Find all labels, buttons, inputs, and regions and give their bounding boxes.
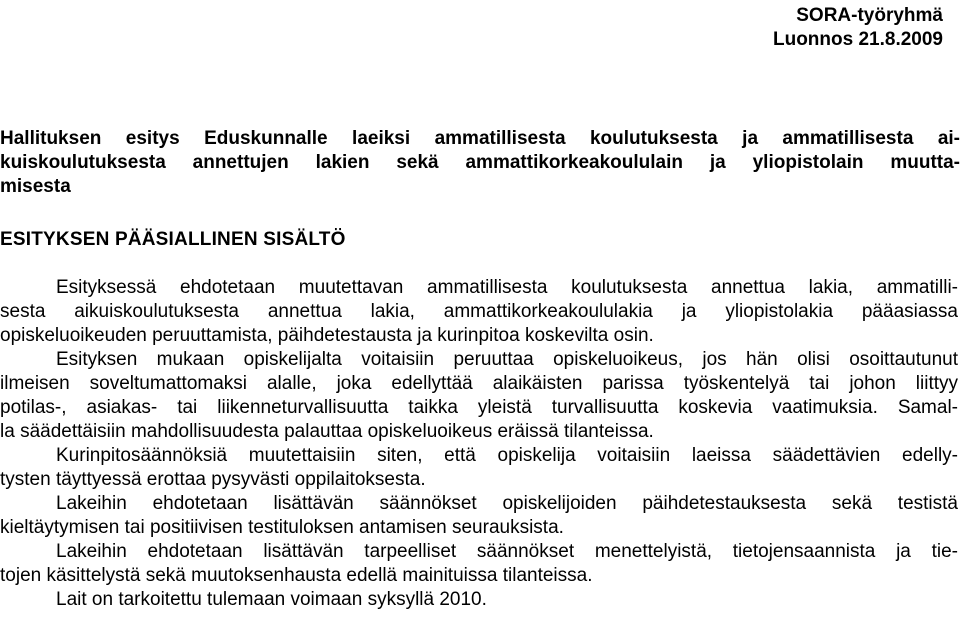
paragraph-line: Esityksen mukaan opiskelijalta voitaisiin peruuttaa opiskeluoikeus, jos hän olisi osoittautunut	[56, 349, 958, 370]
paragraph-line: ilmeisen soveltumattomaksi alalle, joka edellyttää alaikäisten parissa työskentelyä tai johon liittyy	[0, 373, 958, 394]
paragraph-line: Lakeihin ehdotetaan lisättävän tarpeelliset säännökset menettelyistä, tietojensaannista ja tie-	[56, 541, 958, 562]
draft-date: Luonnos 21.8.2009	[772, 29, 943, 50]
paragraph-line: tysten täyttyessä erottaa pysyvästi oppilaitoksesta.	[0, 469, 426, 490]
section-heading: ESITYKSEN PÄÄSIALLINEN SISÄLTÖ	[0, 229, 346, 250]
section-body	[0, 276, 958, 612]
document-header	[773, 4, 943, 52]
paragraph-line: sesta aikuiskoulutuksesta annettua lakia, ammattikorkeakoululakia ja yliopistolakia pääasiassa	[0, 301, 958, 322]
paragraph-line: Lait on tarkoitettu tulemaan voimaan syksyllä 2010.	[56, 589, 487, 610]
title-line: Hallituksen esitys Eduskunnalle laeiksi ammatillisesta koulutuksesta ja ammatillisesta ai-	[0, 128, 960, 149]
document-title	[0, 127, 960, 199]
paragraph-line: Kurinpitosäännöksiä muutettaisiin siten, että opiskelija voitaisiin laeissa säädettävien edelly-	[56, 445, 958, 466]
paragraph-line: potilas-, asiakas- tai liikenneturvallisuutta taikka yleistä turvallisuutta koskevia vaatimuksia. Samal-	[0, 397, 958, 418]
title-line: kuiskoulutuksesta annettujen lakien sekä ammattikorkeakoululain ja yliopistolain muutta-	[0, 152, 960, 173]
paragraph-line: la säädettäisiin mahdollisuudesta palauttaa opiskeluoikeus eräissä tilanteissa.	[0, 421, 654, 442]
paragraph-line: Lakeihin ehdotetaan lisättävän säännökset opiskelijoiden päihdetestauksesta sekä testistä	[56, 493, 958, 514]
title-line: misesta	[0, 176, 71, 197]
paragraph-line: opiskeluoikeuden peruuttamista, päihdetestausta ja kurinpitoa koskevilta osin.	[0, 325, 654, 346]
paragraph-line: kieltäytymisen tai positiivisen testituloksen antamisen seurauksista.	[0, 517, 564, 538]
organization-name: SORA-työryhmä	[796, 5, 943, 26]
paragraph-line: tojen käsittelystä sekä muutoksenhausta edellä mainituissa tilanteissa.	[0, 565, 593, 586]
paragraph-line: Esityksessä ehdotetaan muutettavan ammatillisesta koulutuksesta annettua lakia, ammatilli-	[56, 277, 958, 298]
